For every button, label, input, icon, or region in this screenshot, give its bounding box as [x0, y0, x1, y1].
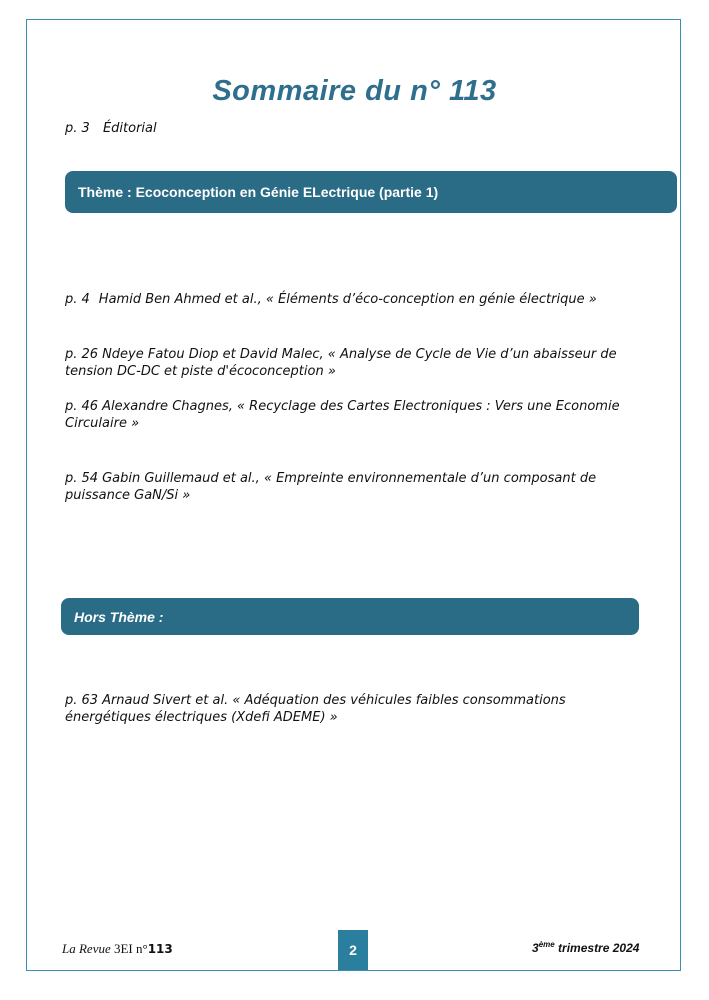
hors-theme-banner: Hors Thème :	[61, 598, 639, 635]
entry-line-1: Ndeye Fatou Diop et David Malec, « Analyse de Cycle de Vie d’un abaisseur de	[102, 347, 617, 362]
entry-page: p. 3	[65, 121, 90, 136]
entry-line-2: Circulaire »	[65, 416, 140, 431]
entry-page: p. 4	[65, 292, 90, 307]
theme-banner: Thème : Ecoconception en Génie ELectrique (partie 1)	[65, 171, 677, 213]
entry-page: p. 26	[65, 347, 99, 362]
footer-issue: 113	[147, 942, 173, 956]
page-title: Sommaire du n° 113	[212, 75, 497, 107]
toc-entry[interactable]	[65, 291, 597, 308]
quarter-number: 3	[532, 941, 539, 955]
entry-line-2: énergétiques électriques (Xdefi ADEME) »	[65, 710, 338, 725]
quarter-suffix: ème	[538, 940, 555, 949]
entry-line-2: tension DC-DC et piste d'écoconception »	[65, 364, 336, 379]
entry-line-1: Alexandre Chagnes, « Recyclage des Cartes Electroniques : Vers une Economie	[102, 399, 620, 414]
entry-text: Éditorial	[102, 121, 157, 136]
toc-entry[interactable]	[65, 398, 620, 432]
entry-line-2: puissance GaN/Si »	[65, 488, 191, 503]
entry-line-1: Arnaud Sivert et al. « Adéquation des véhicules faibles consommations	[102, 693, 566, 708]
footer-journal-name: 3EI n°	[113, 941, 148, 956]
toc-entry[interactable]	[65, 346, 617, 380]
page-number-badge: 2	[338, 930, 368, 970]
entry-page: p. 46	[65, 399, 99, 414]
entry-line-1: Hamid Ben Ahmed et al., « Éléments d’éco-conception en génie électrique »	[98, 292, 597, 307]
toc-entry-hors-theme[interactable]	[65, 692, 566, 726]
entry-page: p. 63	[65, 693, 99, 708]
footer-quarter	[532, 940, 639, 955]
footer-journal	[62, 941, 173, 957]
toc-entry-editorial[interactable]	[65, 120, 157, 137]
quarter-text: trimestre 2024	[558, 941, 640, 955]
toc-entry[interactable]	[65, 470, 596, 504]
entry-line-1: Gabin Guillemaud et al., « Empreinte environnementale d’un composant de	[102, 471, 597, 486]
footer-revue: La Revue	[62, 941, 111, 956]
entry-page: p. 54	[65, 471, 99, 486]
